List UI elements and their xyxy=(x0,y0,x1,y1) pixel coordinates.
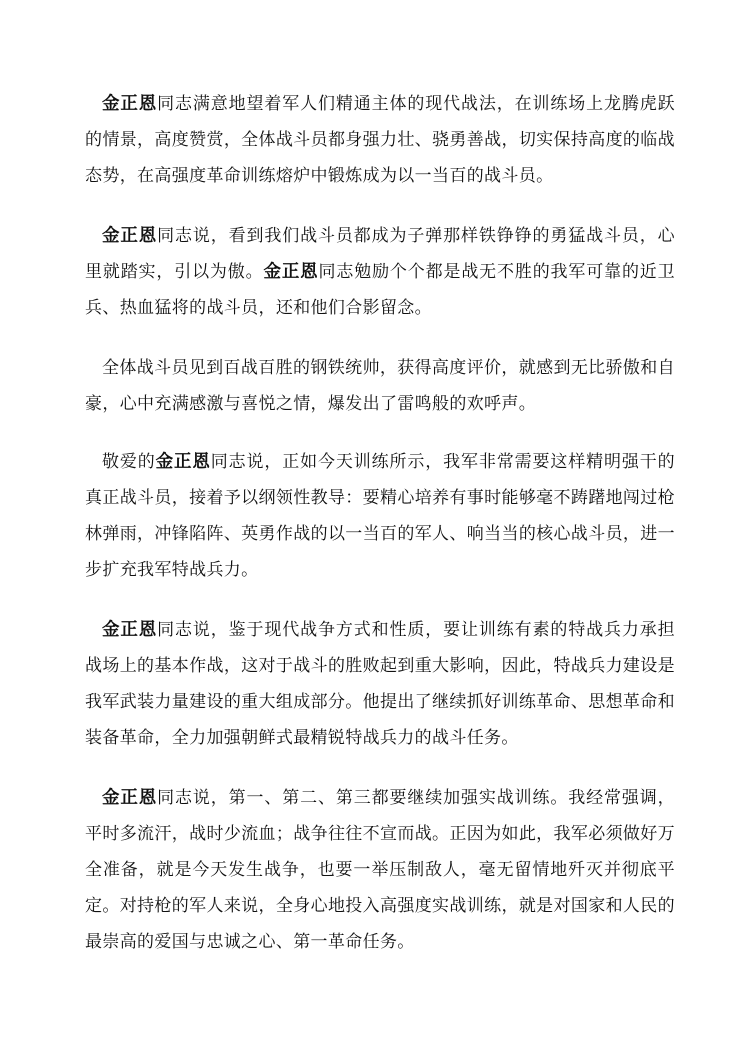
paragraph-text: 同志说，看到我们战斗员都成为子弹那样铁铮铮的勇猛战斗员，心里就踏实，引以为傲。 xyxy=(85,226,675,282)
paragraph-text: 同志满意地望着军人们精通主体的现代战法，在训练场上龙腾虎跃的情景，高度赞赏，全体战斗员都身强力壮、骁勇善战，切实保持高度的临战态势，在高强度革命训练熔炉中锻炼成为以一当百的战斗员。 xyxy=(85,94,675,186)
paragraph-3 xyxy=(85,350,675,422)
paragraph-text: 同志说，鉴于现代战争方式和性质，要让训练有素的特战兵力承担战场上的基本作战，这对于战斗的胜败起到重大影响，因此，特战兵力建设是我军武装力量建设的重大组成部分。他提出了继续抓好训练革命、思想革命和装备革命，全力加强朝鲜式最精锐特战兵力的战斗任务。 xyxy=(85,620,675,748)
leader-name: 金正恩 xyxy=(263,262,319,282)
paragraph-4 xyxy=(85,444,675,588)
paragraph-2 xyxy=(85,218,675,326)
leader-name: 金正恩 xyxy=(102,94,158,114)
paragraph-text: 同志勉励个个都是战无不胜的我军可靠的近卫兵、热血猛将的战斗员，还和他们合影留念。 xyxy=(85,262,675,318)
paragraph-6 xyxy=(85,780,675,960)
paragraph-5 xyxy=(85,612,675,756)
paragraph-lead: 敬爱的 xyxy=(102,452,156,472)
leader-name: 金正恩 xyxy=(102,226,158,246)
leader-name: 金正恩 xyxy=(102,620,158,640)
paragraph-text: 同志说，正如今天训练所示，我军非常需要这样精明强干的真正战斗员，接着予以纲领性教导：要精心培养有事时能够毫不踌躇地闯过枪林弹雨，冲锋陷阵、英勇作战的以一当百的军人、响当当的核心战斗员，进一步扩充我军特战兵力。 xyxy=(85,452,675,580)
leader-name: 金正恩 xyxy=(155,452,211,472)
paragraph-text: 同志说，第一、第二、第三都要继续加强实战训练。我经常强调，平时多流汗，战时少流血；战争往往不宣而战。正因为如此，我军必须做好万全准备，就是今天发生战争，也要一举压制敌人，毫无留情地歼灭并彻底平定。对持枪的军人来说，全身心地投入高强度实战训练，就是对国家和人民的最崇高的爱国与忠诚之心、第一革命任务。 xyxy=(85,788,675,952)
paragraph-text: 全体战斗员见到百战百胜的钢铁统帅，获得高度评价，就感到无比骄傲和自豪，心中充满感激与喜悦之情，爆发出了雷鸣般的欢呼声。 xyxy=(85,358,675,414)
paragraph-1 xyxy=(85,86,675,194)
leader-name: 金正恩 xyxy=(102,788,158,808)
